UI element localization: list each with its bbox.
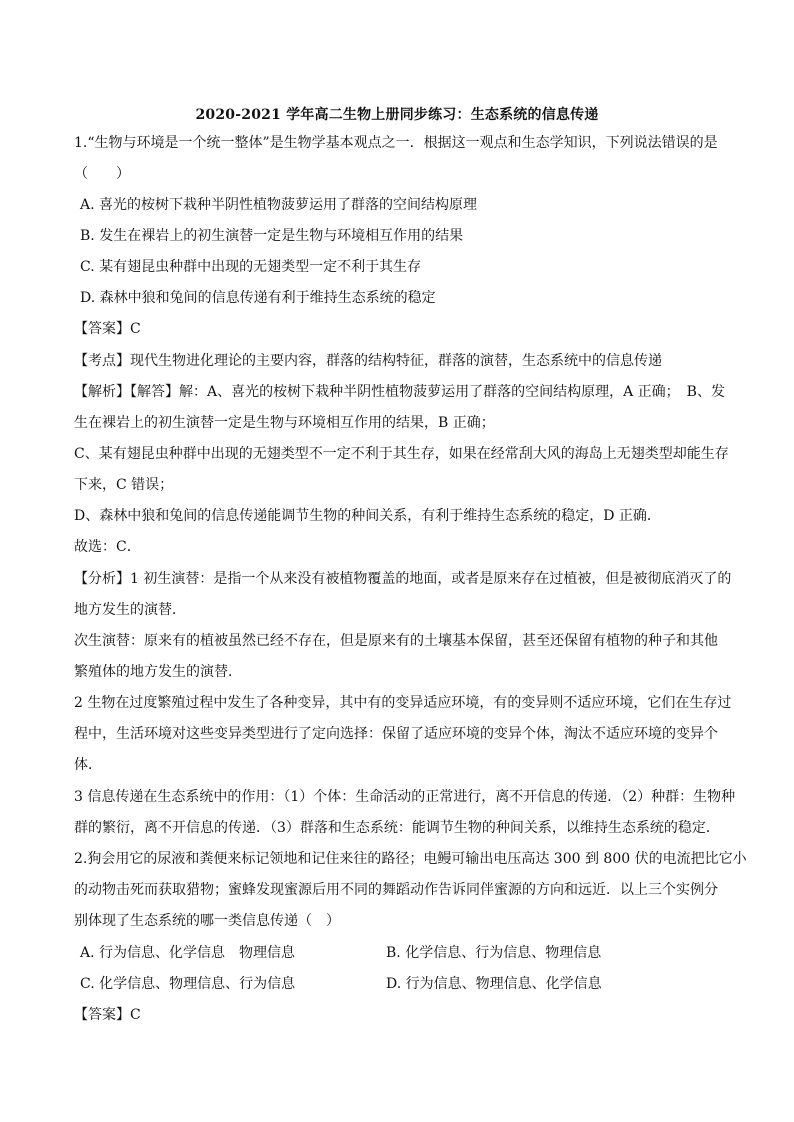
q2-option-d: D. 行为信息、物理信息、化学信息 (386, 976, 602, 992)
q2-stem-line2: 的动物击死而获取猎物；蜜蜂发现蜜源后用不同的舞蹈动作告诉同伴蜜源的方向和远近．以上三个实例分 (74, 882, 718, 898)
q1-jiexi-line3: C、某有翅昆虫种群中出现的无翅类型不一定不利于其生存，如果在经常刮大风的海岛上无翅类型却能生存 (74, 446, 729, 462)
q2-option-a: A. 行为信息、化学信息 物理信息 (80, 945, 296, 961)
q1-jiexi-line5: D、森林中狼和兔间的信息传递能调节生物的种间关系，有利于维持生态系统的稳定，D 正确． (74, 508, 661, 524)
q2-stem-line3: 别体现了生态系统的哪一类信息传递（ ） (74, 913, 340, 929)
q2-stem-line1: 2.狗会用它的尿液和粪便来标记领地和记住来往的路径；电鳗可输出电压高达 300 到 800 伏的电流把比它小 (74, 851, 747, 867)
q1-fenxi-line4: 繁殖体的地方发生的演替． (74, 664, 242, 680)
q1-paren-open: （ (74, 166, 88, 182)
q1-option-b: B. 发生在裸岩上的初生演替一定是生物与环境相互作用的结果 (80, 228, 464, 244)
q1-paren-close: ） (116, 166, 130, 182)
q1-fenxi-line3: 次生演替：原来有的植被虽然已经不存在，但是原来有的土壤基本保留，甚至还保留有植物的种子和其他 (74, 633, 718, 649)
q1-jiexi-line4: 下来，C 错误； (74, 477, 174, 493)
q2-answer: 【答案】C (74, 1007, 141, 1023)
document-title: 2020-2021 学年高二生物上册同步练习：生态系统的信息传递 (195, 107, 599, 123)
q1-fenxi-line7: 体． (74, 757, 102, 773)
q1-jiexi-line6: 故选：C． (74, 539, 141, 555)
q1-stem-line2 (74, 165, 734, 183)
q2-option-c: C. 化学信息、物理信息、行为信息 (80, 976, 296, 992)
q1-fenxi-line2: 地方发生的演替． (74, 602, 186, 618)
q1-stem-line1: 1.“生物与环境是一个统一整体”是生物学基本观点之一．根据这一观点和生态学知识，下列说法错误的是 (74, 135, 718, 151)
q1-answer: 【答案】C (74, 321, 141, 337)
q1-kaodian: 【考点】现代生物进化理论的主要内容，群落的结构特征，群落的演替，生态系统中的信息传递 (74, 353, 662, 369)
q2-option-b: B. 化学信息、行为信息、物理信息 (386, 945, 602, 961)
q1-jiexi-line1: 【解析】【解答】解：A、喜光的桉树下栽种半阴性植物菠萝运用了群落的空间结构原理，A 正确； B、发 (74, 384, 725, 400)
q1-option-c: C. 某有翅昆虫种群中出现的无翅类型一定不利于其生存 (80, 259, 422, 275)
q1-option-d: D. 森林中狼和兔间的信息传递有利于维持生态系统的稳定 (80, 290, 436, 306)
q1-fenxi-line5: 2 生物在过度繁殖过程中发生了各种变异，其中有的变异适应环境，有的变异则不适应环境，它们在生存过 (74, 695, 732, 711)
q1-fenxi-line1: 【分析】1 初生演替：是指一个从来没有被植物覆盖的地面，或者是原来存在过植被，但是被彻底消灭了的 (74, 571, 732, 587)
q1-jiexi-line2: 生在裸岩上的初生演替一定是生物与环境相互作用的结果，B 正确； (74, 415, 495, 431)
q1-fenxi-line9: 群的繁衍，离不开信息的传递．（3）群落和生态系统：能调节生物的种间关系，以维持生态系统的稳定． (74, 820, 720, 836)
q1-fenxi-line6: 程中，生活环境对这些变异类型进行了定向选择：保留了适应环境的变异个体，淘汰不适应环境的变异个 (74, 726, 718, 742)
q1-option-a: A. 喜光的桉树下栽种半阴性植物菠萝运用了群落的空间结构原理 (80, 197, 478, 213)
q1-fenxi-line8: 3 信息传递在生态系统中的作用：（1）个体：生命活动的正常进行，离不开信息的传递．（2）种群：生物种 (74, 789, 736, 805)
